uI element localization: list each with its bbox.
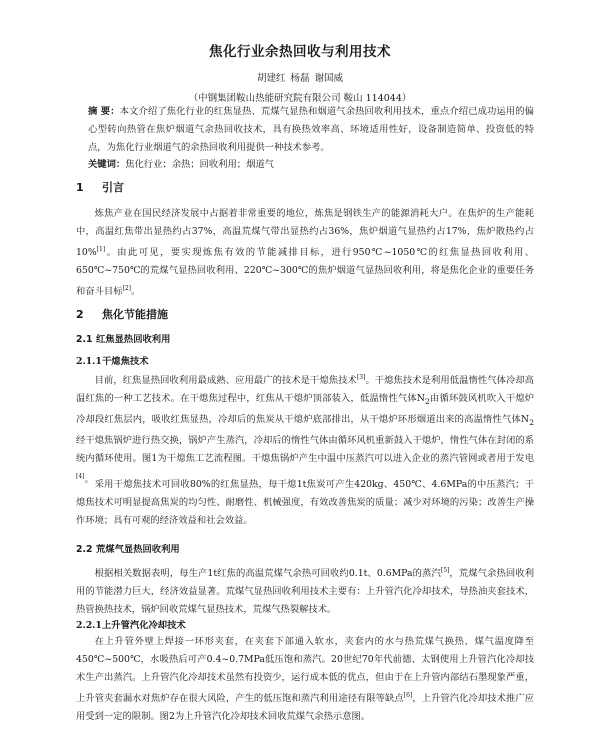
- subsection-title: 红焦显热回收利用: [96, 334, 171, 345]
- paper-authors: 胡建红 杨磊 谢国威: [256, 73, 344, 84]
- section-title: 引言: [102, 181, 124, 194]
- section-heading-introduction: [76, 179, 124, 195]
- subsection-number: 2.1: [76, 334, 93, 345]
- abstract: [88, 103, 534, 157]
- subsubsection-number: 2.1.1: [76, 356, 102, 367]
- subsection-heading-raw-gas: [76, 541, 180, 555]
- keywords-text: 焦化行业；余热；回收利用；烟道气: [125, 159, 274, 170]
- subsubsection-title: 干熄焦技术: [102, 356, 149, 367]
- cdq-paragraph-1: 目前，红焦显热回收利用最成熟、应用最广的技术是干熄焦技术[3]。干熄焦技术是利用低温惰性气体冷却高温红焦的一种工艺技术。在干熄焦过程中，红焦从干熄炉顶部装入，低温惰性气体$N_2$由循环鼓风机吹入干熄炉冷却段红焦层内，吸收红焦显热，冷却后的焦炭从干熄炉底部排出，从干熄炉环形烟道出来的高温惰性气体$N_2$经干熄焦锅炉进行热交换，锅炉产生蒸汽，冷却后的惰性气体由循环风机重新鼓入干熄炉，惰性气体在封闭的系统内循环使用。图1为干熄焦工艺流程图。干熄焦锅炉产生中温中压蒸汽可以进入企业的蒸汽管网或者用于发电[4]。: [76, 374, 534, 485]
- abstract-label: 摘 要：: [88, 106, 120, 117]
- citation[interactable]: [6]: [403, 692, 413, 699]
- subsection-heading-red-coke: [76, 331, 170, 345]
- riser-cooling-paragraph: 在上升管外壁上焊接一环形夹套，在夹套下部通入软水，夹套内的水与热荒煤气换热，煤气温度降至450℃~500℃，水吸热后可产0.4~0.7MPa低压饱和蒸汽。20世纪70年代前德、太钢使用上升管汽化冷却技术生产出蒸汽。上升管汽化冷却技术虽然有投资少，运行成本低的优点，但由于在上升管内部结石墨现象严重，上升管夹套漏水对焦炉存在很大风险，产生的低压饱和蒸汽利用途径有限等缺点[6]，上升管汽化冷却技术推广应用受到一定的限制。图2为上升管汽化冷却技术回收荒煤气余热示意图。: [76, 636, 534, 723]
- citation[interactable]: [5]: [440, 567, 450, 574]
- subsubsection-heading-riser-cooling: [76, 617, 186, 631]
- section-heading-energy-saving: [76, 306, 168, 322]
- paper-affiliation: （中钢集团鞍山热能研究院有限公司 鞍山 114044）: [188, 93, 412, 104]
- section-number: 2: [76, 308, 84, 321]
- keywords-label: 关键词：: [88, 159, 126, 170]
- citation[interactable]: [2]: [122, 285, 131, 293]
- citation[interactable]: [1]: [96, 246, 106, 253]
- section-title: 焦化节能措施: [102, 308, 168, 321]
- citation[interactable]: [4]: [76, 472, 85, 480]
- citation[interactable]: [3]: [356, 374, 366, 381]
- subsubsection-heading-cdq: [76, 353, 149, 367]
- cdq-paragraph-2: 采用干熄焦技术可回收80%的红焦显热，每干熄1t焦炭可产生420kg、450℃、4.6MPa的中压蒸汽；干熄焦技术可明显提高焦炭的均匀性、耐磨性、机械强度，有效改善焦炭的质量；减少对环境的污染；改善生产操作环境；具有可观的经济效益和社会效益。: [76, 479, 534, 526]
- section-number: 1: [76, 181, 84, 194]
- paper-title: 焦化行业余热回收与利用技术: [209, 44, 391, 60]
- subsection-number: 2.2: [76, 544, 93, 555]
- abstract-text: 本文介绍了焦化行业的红焦显热、荒煤气显热和烟道气余热回收利用技术，重点介绍已成功运用的偏心型转向热管在焦炉烟道气余热回收技术，具有换热效率高、环境适用性好，设备制造简单、投资低的特点，为焦化行业烟道气的余热回收利用提供一种技术参考。: [88, 106, 534, 153]
- raw-gas-paragraph: 根据相关数据表明，每生产1t红焦的高温荒煤气余热可回收约0.1t、0.6MPa的蒸汽[5]，荒煤气余热回收利用的节能潜力巨大，经济效益显著。荒煤气显热回收利用技术主要有：上升管汽化冷却技术，导热油夹套技术，热管换热技术，锅炉回收荒煤气显热技术，荒煤气热裂解技术。: [76, 567, 534, 616]
- intro-paragraph: 炼焦产业在国民经济发展中占据着非常重要的地位，炼焦是钢铁生产的能源消耗大户。在焦炉的生产能耗中，高温红焦带出显热约占37%，高温荒煤气带出显热约占36%，焦炉烟道气显热约占17%，焦炉散热约占10%[1]。由此可见，要实现炼焦有效的节能减排目标，进行950℃~1050℃的红焦显热回收利用、650℃~750℃的荒煤气显热回收利用、220℃~300℃的焦炉烟道气显热回收利用，将是焦化企业的重要任务和奋斗目标[2]。: [76, 208, 534, 298]
- keywords: [88, 156, 534, 174]
- subsubsection-title: 上升管汽化冷却技术: [102, 620, 186, 631]
- subsubsection-number: 2.2.1: [76, 620, 102, 631]
- subsection-title: 荒煤气显热回收利用: [96, 544, 180, 555]
